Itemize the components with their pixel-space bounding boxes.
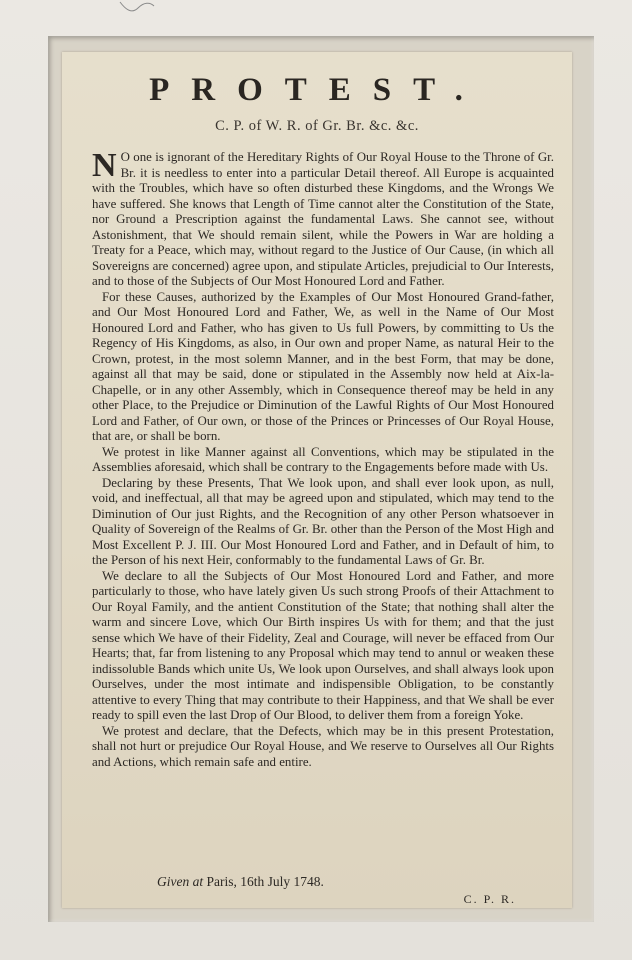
- paragraph-6: We protest and declare, that the Defects, which may be in this present Protestation, shall not hurt or prejudice Our Royal House, and We reserve to Ourselves all Our Rights and Actions, which remain safe and entire.: [92, 723, 554, 769]
- document-body: [92, 147, 554, 770]
- paragraph-1: [92, 147, 554, 290]
- paragraph-5: We declare to all the Subjects of Our Most Honoured Lord and Father, and more particularly to those, who have lately given Us such strong Proofs of their Attachment to Our Royal Family, and the antient Constitution of the State; that nothing shall alter the warm and sincere Love, which Our Birth inspires Us with for them; and that the just sense which We have of their Fidelity, Zeal and Courage, will never be effaced from Our Hearts; that, far from listening to any Proposal which may tend to annul or weaken these indissoluble Bands which unite Us, We look upon Ourselves, and shall always look upon Ourselves, under the most intimate and indispensible Obligation, to be constantly attentive to every Thing that may contribute to their Happiness, and that We shall be ever ready to spill even the last Drop of Our Blood, to deliver them from a foreign Yoke.: [92, 568, 554, 722]
- document-subtitle: C. P. of W. R. of Gr. Br. &c. &c.: [215, 118, 419, 134]
- given-place-date: Paris, 16th July 1748.: [206, 874, 324, 889]
- drop-cap: N: [92, 147, 117, 184]
- paragraph-4: Declaring by these Presents, That We look upon, and shall ever look upon, as null, void, and ineffectual, all that may be agreed upon and stipulated, which may tend to the Diminution of Our just Rights, and the Recognition of any other Person whatsoever in Quality of Sovereign of the Realms of Gr. Br. other than the Person of the Most High and Most Excellent P. J. III. Our Most Honoured Lord and Father, and in Default of him, to the Person of his next Heir, conformably to the fundamental Laws of Gr. Br.: [92, 475, 554, 567]
- pencil-mark-icon: [116, 0, 156, 18]
- paragraph-2: For these Causes, authorized by the Examples of Our Most Honoured Grand-father, and Our Most Honoured Lord and Father, We, as well in the Name of Our Most Honoured Lord and Father, who has given to Us full Powers, by committing to Us the Regency of His Kingdoms, as also, in Our own and proper Name, as natural Heir to the Crown, protest, in the most solemn Manner, and in the best Form, that may be done, against all that may be said, done or stipulated in the Assembly now held at Aix-la-Chapelle, or in any other Assembly, which in Consequence thereof may be held in any other Place, to the Prejudice or Diminution of the Lawful Rights of Our Most Honoured Lord and Father, of Our own, or those of the Princes or Princesses of Our Royal House, that are, or shall be born.: [92, 289, 554, 443]
- paragraph-1-text: O one is ignorant of the Hereditary Rights of Our Royal House to the Throne of Gr. Br. it is needless to enter into a particular Detail thereof. All Europe is acquainted with the Troubles, which have so often disturbed these Kingdoms, and the Wrongs We have suffered. She knows that Length of Time cannot alter the Constitution of the State, nor Ground a Prescription against the fundamental Laws. She cannot see, without Astonishment, that We should remain silent, while the Powers in War are holding a Treaty for a Peace, which may, without regard to the Justice of Our Cause, (in which all Sovereigns are concerned) agree upon, and stipulate Articles, prejudicial to Our Interests, and to those of the Subjects of Our Most Honoured Lord and Father.: [92, 150, 554, 288]
- signature: C. P. R.: [463, 892, 516, 906]
- document-sheet: [62, 52, 572, 908]
- given-line: [157, 874, 324, 890]
- given-at-label: Given at: [157, 874, 204, 889]
- document-title: PROTEST.: [149, 72, 485, 108]
- paragraph-3: We protest in like Manner against all Conventions, which may be stipulated in the Assemblies aforesaid, which shall be contrary to the Engagements before made with Us.: [92, 444, 554, 474]
